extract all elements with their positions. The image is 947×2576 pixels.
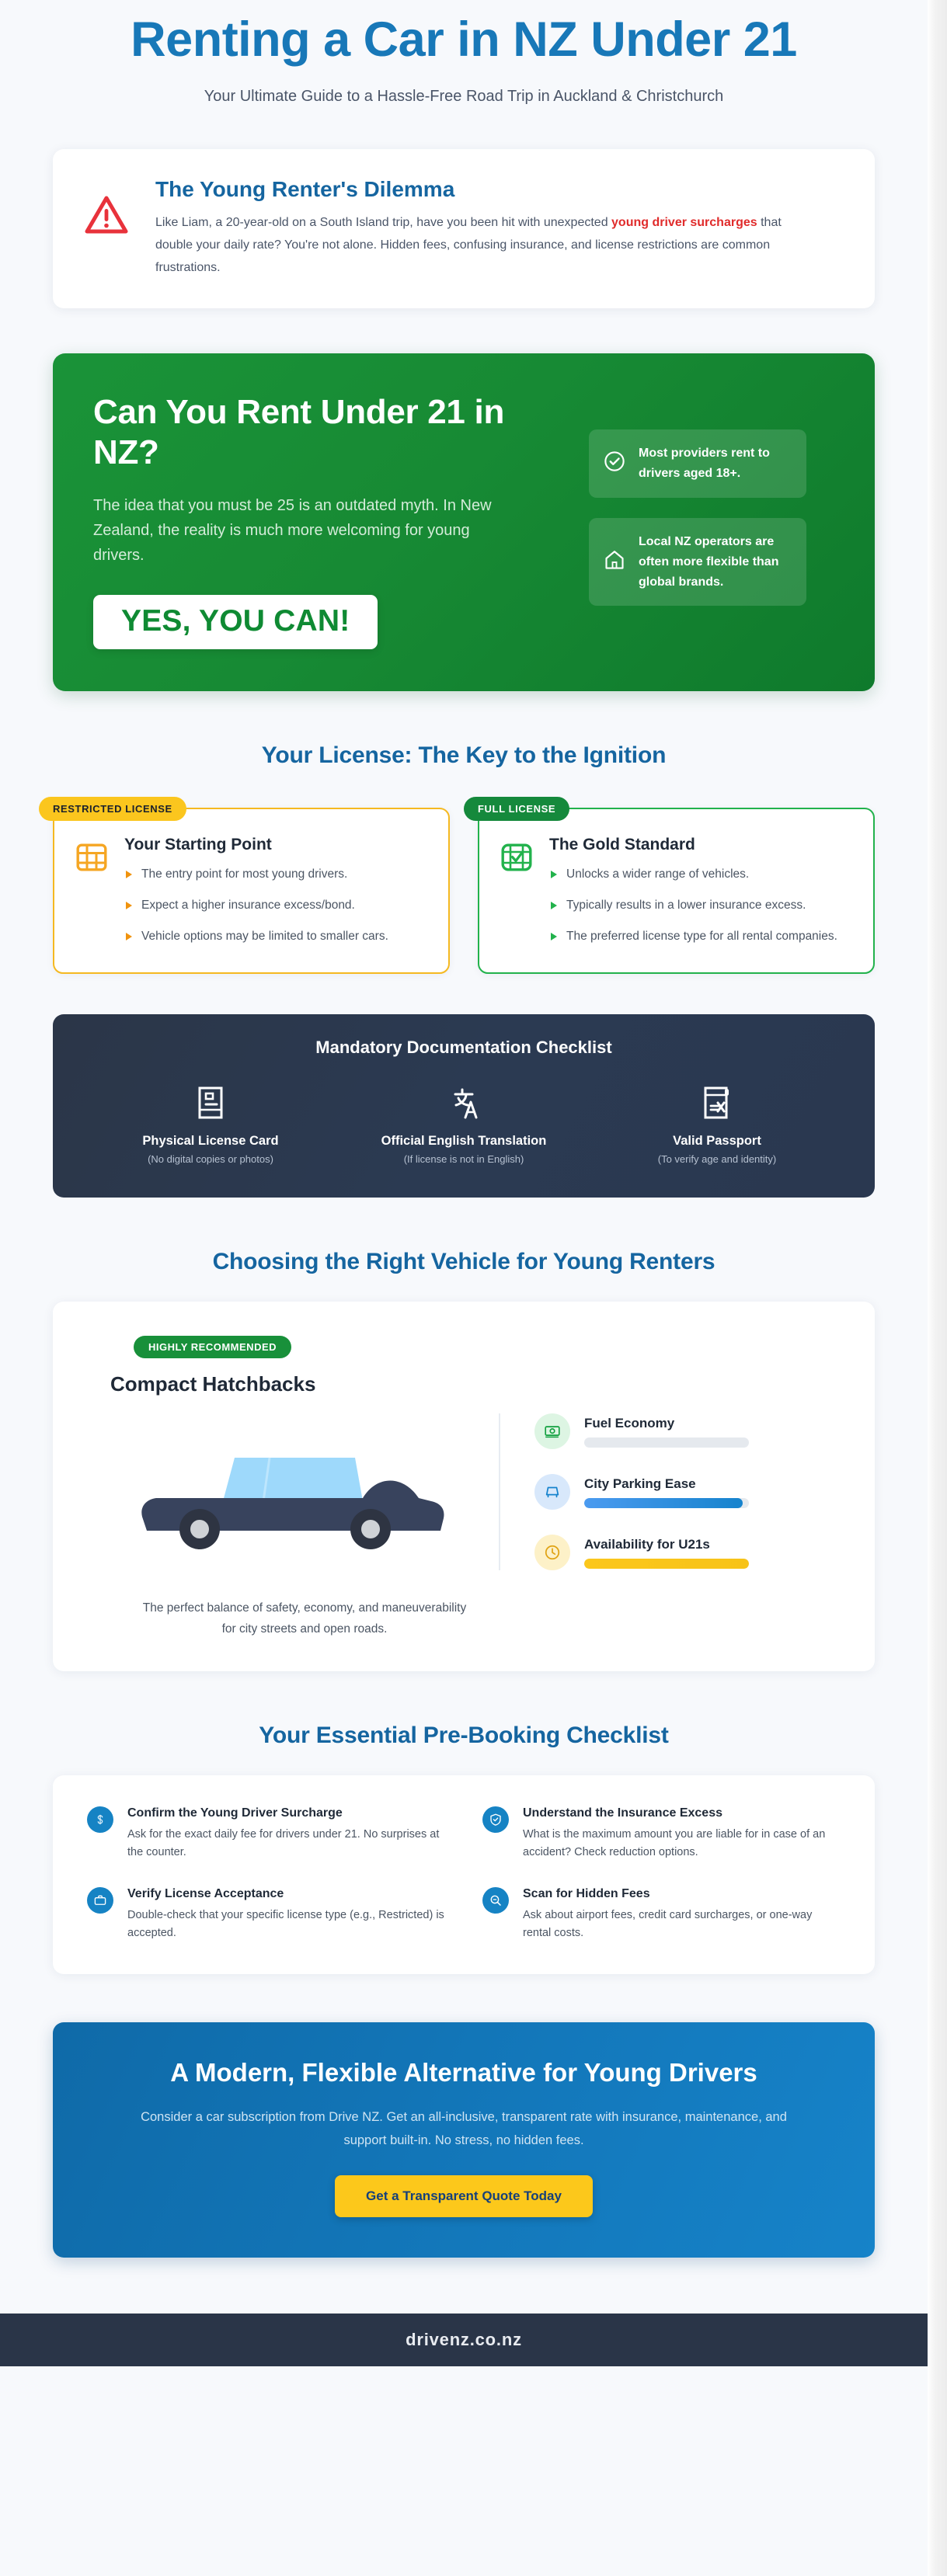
vehicle-stat-label: City Parking Ease: [584, 1476, 696, 1491]
page-gutter: [928, 0, 947, 2576]
briefcase-icon: [87, 1887, 113, 1914]
cta-panel: [53, 2022, 875, 2258]
license-badge-restricted: RESTRICTED LICENSE: [39, 797, 186, 821]
vehicle-stat: [534, 1413, 841, 1449]
hero-header: [0, 0, 928, 106]
checklist-item-desc: Ask for the exact daily fee for drivers under 21. No surprises at the counter.: [127, 1827, 440, 1859]
vehicle-stat-label: Fuel Economy: [584, 1415, 675, 1431]
dollar-icon: [87, 1806, 113, 1833]
checklist-item: [482, 1805, 841, 1862]
checklist-item-desc: Ask about airport fees, credit card surcharges, or one-way rental costs.: [523, 1908, 813, 1940]
cta-body: Consider a car subscription from Drive NZ. Get an all-inclusive, transparent rate with insurance, maintenance, and support built-in. No stress, no hidden fees.: [141, 2110, 787, 2148]
vehicle-section-title: Choosing the Right Vehicle for Young Renters: [212, 1249, 715, 1275]
doc-note: (To verify age and identity): [657, 1153, 777, 1166]
vehicle-stat-label: Availability for U21s: [584, 1536, 710, 1552]
dilemma-highlight: young driver surcharges: [611, 215, 757, 229]
doc-title: Official English Translation: [381, 1134, 547, 1149]
vehicle-recommendation-badge: HIGHLY RECOMMENDED: [134, 1336, 291, 1358]
car-illustration: [87, 1430, 499, 1554]
documentation-heading: Mandatory Documentation Checklist: [315, 1038, 612, 1058]
clock-icon: [534, 1535, 570, 1570]
dilemma-heading: The Young Renter's Dilemma: [155, 176, 455, 201]
license-card-title: Your Starting Point: [124, 835, 272, 853]
page-title: Renting a Car in NZ Under 21: [131, 12, 797, 67]
dilemma-text: [155, 211, 800, 279]
license-section-title: Your License: The Key to the Ignition: [261, 742, 667, 768]
fact-text: Most providers rent to drivers aged 18+.: [639, 446, 770, 480]
vehicle-stat-track: [584, 1437, 749, 1448]
parking-icon: [534, 1474, 570, 1510]
checklist-section-title: Your Essential Pre-Booking Checklist: [259, 1722, 669, 1748]
vehicle-note: The perfect balance of safety, economy, and maneuverability for city streets and open roads.: [142, 1601, 467, 1636]
doc-title: Physical License Card: [142, 1134, 279, 1149]
checklist-item-title: Understand the Insurance Excess: [523, 1806, 722, 1820]
can-you-rent-left: [93, 392, 559, 649]
license-bullet: Vehicle options may be limited to smaller cars.: [124, 926, 388, 946]
dilemma-card: [53, 149, 875, 308]
checklist-card: [53, 1775, 875, 1974]
license-bullets: [124, 864, 388, 946]
doc-note: (If license is not in English): [403, 1153, 524, 1166]
doc-note: (No digital copies or photos): [148, 1153, 273, 1166]
license-bullet: The entry point for most young drivers.: [124, 864, 388, 884]
can-you-rent-lede: The idea that you must be 25 is an outdated myth. In New Zealand, the reality is much more welcoming for young drivers.: [93, 496, 492, 565]
home-icon: [603, 548, 626, 575]
check-circle-icon: [603, 450, 626, 477]
checklist-item: [87, 1886, 445, 1943]
checklist-item-title: Confirm the Young Driver Surcharge: [127, 1806, 343, 1820]
passport-icon: [590, 1081, 844, 1125]
vehicle-stat-track: [584, 1498, 749, 1508]
site-footer: [0, 2314, 928, 2366]
vehicle-stat: [534, 1535, 841, 1570]
checklist-item-title: Verify License Acceptance: [127, 1886, 284, 1900]
cta-heading: A Modern, Flexible Alternative for Young Drivers: [170, 2057, 757, 2087]
vehicle-stat: [534, 1474, 841, 1510]
license-card-icon: [76, 843, 107, 875]
fact-item: [589, 518, 806, 607]
vehicle-stats: [499, 1413, 841, 1570]
id-card-icon: [84, 1081, 337, 1125]
checklist-item: [87, 1805, 445, 1862]
vehicle-stat-fill: [584, 1559, 749, 1569]
checklist-item-title: Scan for Hidden Fees: [523, 1886, 650, 1900]
warning-triangle-icon: [84, 194, 129, 240]
license-cards-row: [0, 795, 928, 974]
money-bill-icon: [534, 1413, 570, 1449]
footer-site-url: drivenz.co.nz: [406, 2330, 522, 2350]
page-subtitle: Your Ultimate Guide to a Hassle-Free Road Trip in Auckland & Christchurch: [204, 87, 724, 105]
doc-title: Valid Passport: [673, 1134, 761, 1149]
can-you-rent-facts: [589, 392, 806, 649]
checklist-item: [482, 1886, 841, 1943]
license-card-restricted: [53, 802, 450, 974]
checklist-item-desc: Double-check that your specific license type (e.g., Restricted) is accepted.: [127, 1908, 444, 1940]
vehicle-stat-track: [584, 1559, 749, 1569]
license-bullets: [549, 864, 837, 946]
dilemma-text-b: that double your daily rate? You're not alone. Hidden fees, confusing insurance, and license restrictions are common frustrations.: [155, 215, 782, 274]
doc-item: [337, 1081, 590, 1165]
dilemma-text-a: Like Liam, a 20-year-old on a South Island trip, have you been hit with unexpected: [155, 215, 612, 229]
vehicle-title: Compact Hatchbacks: [110, 1372, 316, 1396]
magnifier-icon: [482, 1887, 509, 1914]
license-card-full: [478, 802, 875, 974]
license-bullet: Expect a higher insurance excess/bond.: [124, 895, 388, 915]
license-badge-full: FULL LICENSE: [464, 797, 569, 821]
yes-you-can-badge: YES, YOU CAN!: [93, 595, 378, 649]
can-you-rent-heading: Can You Rent Under 21 in NZ?: [93, 392, 505, 471]
documentation-panel: [53, 1014, 875, 1198]
checklist-item-desc: What is the maximum amount you are liable for in case of an accident? Check reduction options.: [523, 1827, 826, 1859]
doc-item: [590, 1081, 844, 1165]
fact-text: Local NZ operators are often more flexible than global brands.: [639, 534, 779, 589]
vehicle-stat-fill: [584, 1498, 743, 1508]
license-bullet: Typically results in a lower insurance excess.: [549, 895, 837, 915]
doc-item: [84, 1081, 337, 1165]
can-you-rent-panel: [53, 353, 875, 691]
license-card-title: The Gold Standard: [549, 835, 695, 853]
license-verified-icon: [501, 843, 532, 875]
footer-spacer: [0, 2258, 928, 2314]
vehicle-card: [53, 1302, 875, 1670]
license-bullet: The preferred license type for all rental companies.: [549, 926, 837, 946]
shield-check-icon: [482, 1806, 509, 1833]
license-bullet: Unlocks a wider range of vehicles.: [549, 864, 837, 884]
fact-item: [589, 429, 806, 498]
cta-button[interactable]: Get a Transparent Quote Today: [335, 2175, 593, 2217]
translate-icon: [337, 1081, 590, 1125]
